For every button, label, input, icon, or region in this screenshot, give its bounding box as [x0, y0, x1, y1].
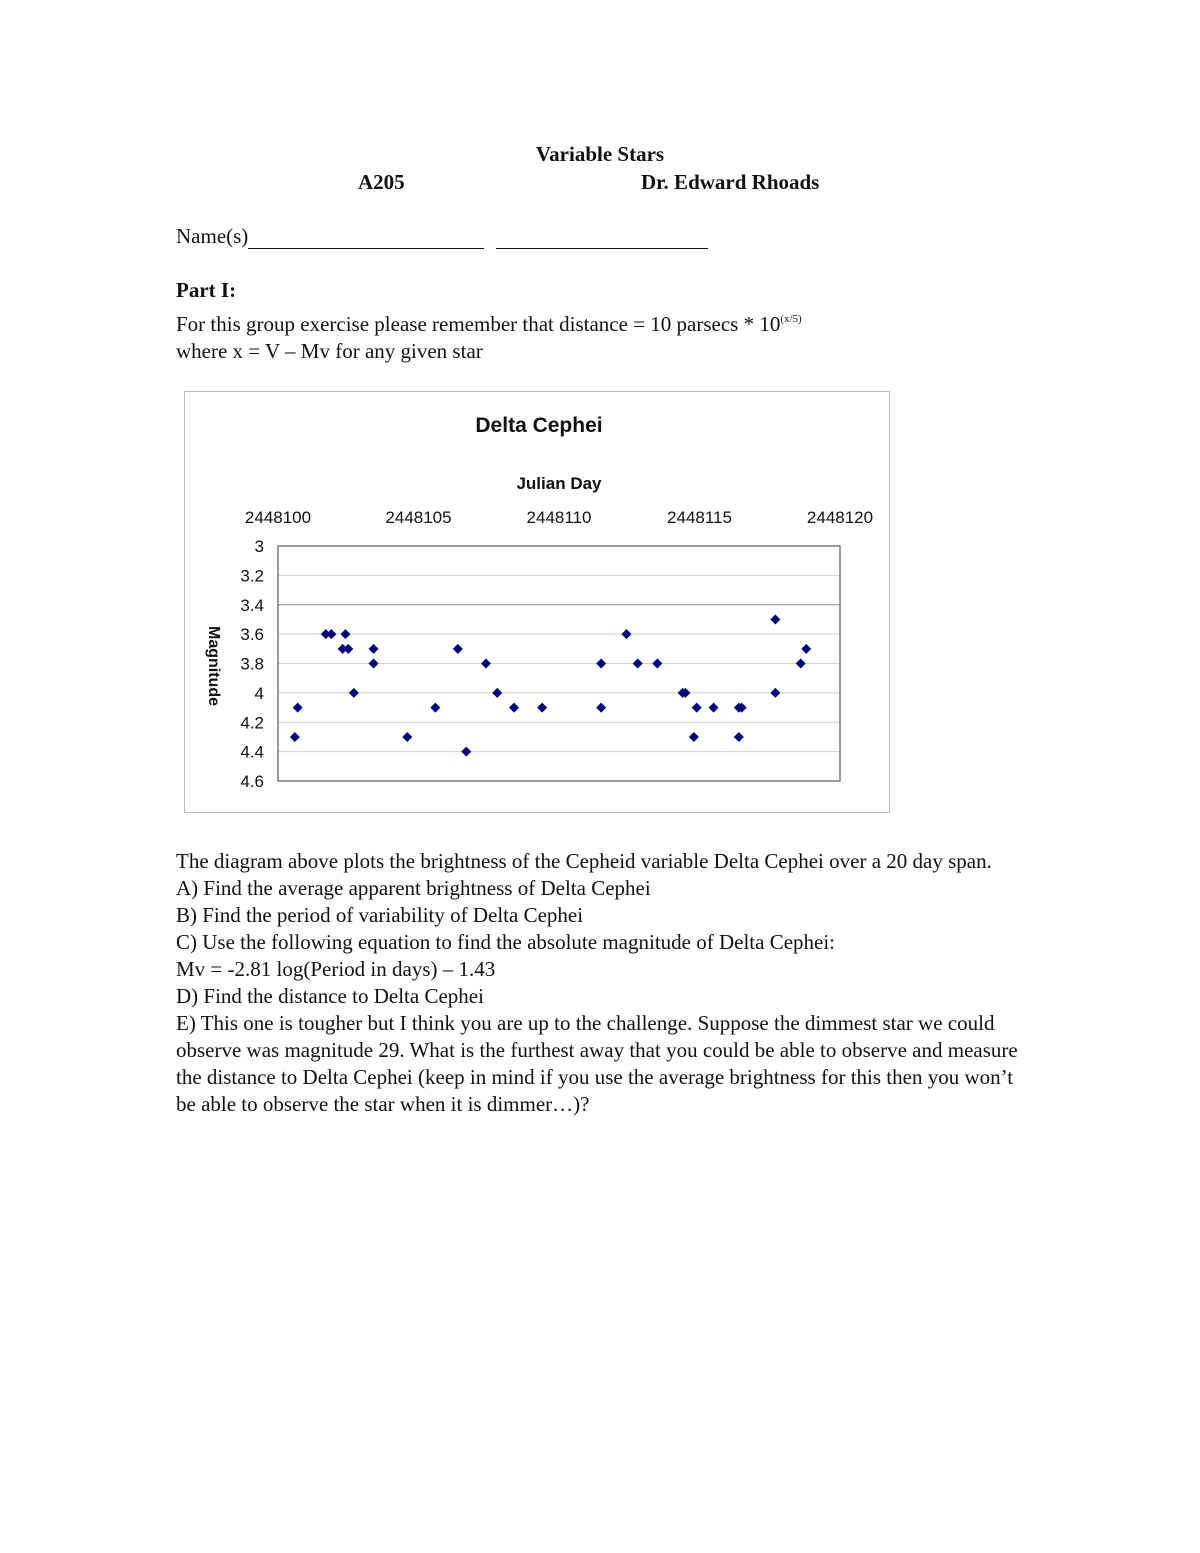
name-field-row — [176, 224, 708, 249]
data-point-marker — [369, 644, 379, 654]
data-point-marker — [343, 644, 353, 654]
data-point-marker — [801, 644, 811, 654]
data-point-marker — [621, 629, 631, 639]
question-c: C) Use the following equation to find the absolute magnitude of Delta Cephei: — [176, 930, 836, 954]
name-blank-2[interactable] — [496, 228, 708, 249]
data-point-marker — [633, 659, 643, 669]
data-point-marker — [537, 703, 547, 713]
data-point-marker — [453, 644, 463, 654]
question-b: B) Find the period of variability of Delta Cephei — [176, 903, 584, 927]
y-tick-label: 3.4 — [240, 595, 264, 615]
data-point-marker — [709, 703, 719, 713]
data-point-marker — [796, 659, 806, 669]
distance-formula: For this group exercise please remember that distance = 10 parsecs * 10 — [176, 312, 781, 336]
name-blank-1[interactable] — [248, 228, 484, 249]
question-a: A) Find the average apparent brightness of Delta Cephei — [176, 876, 651, 900]
intro-text — [176, 306, 802, 365]
y-tick-label: 4.6 — [240, 772, 264, 791]
data-point-marker — [326, 629, 336, 639]
data-point-marker — [402, 732, 412, 742]
data-point-marker — [430, 703, 440, 713]
chart-container — [184, 391, 890, 813]
data-point-marker — [481, 659, 491, 669]
data-point-marker — [340, 629, 350, 639]
data-point-marker — [652, 659, 662, 669]
x-tick-label: 2448100 — [244, 508, 312, 527]
x-tick-label: 2448110 — [526, 508, 592, 527]
course-code: A205 — [358, 170, 405, 194]
data-point-marker — [596, 659, 606, 669]
questions-section — [176, 848, 1036, 1118]
data-point-marker — [492, 688, 502, 698]
y-tick-label: 3 — [254, 537, 264, 556]
chart-description: The diagram above plots the brightness of the Cepheid variable Delta Cephei over a 20 day span. — [176, 849, 992, 873]
data-point-marker — [770, 614, 780, 624]
data-point-marker — [770, 688, 780, 698]
y-tick-label: 4.4 — [240, 742, 264, 762]
x-tick-label: 2448105 — [385, 508, 452, 527]
y-tick-label: 3.6 — [240, 625, 264, 645]
part-heading: Part I: — [176, 278, 237, 302]
y-tick-label: 4.2 — [240, 713, 264, 733]
chart-title: Delta Cephei — [475, 414, 603, 437]
data-point-marker — [293, 703, 303, 713]
question-d: D) Find the distance to Delta Cephei — [176, 984, 484, 1008]
data-point-marker — [596, 703, 606, 713]
data-point-marker — [290, 732, 300, 742]
x-axis-label: Julian Day — [516, 474, 602, 493]
data-point-marker — [461, 747, 471, 757]
data-point-marker — [349, 688, 359, 698]
instructor-name: Dr. Edward Rhoads — [641, 170, 820, 194]
data-point-marker — [734, 732, 744, 742]
name-label: Name(s) — [176, 224, 249, 248]
question-e: E) This one is tougher but I think you are up to the challenge. Suppose the dimmest star we could observe was magnitude 29. What is the furthest away that you could be able to observe and measure the distance to Delta Cephei (keep in mind if you use the average brightness for this then you won’t be able to observe the star when it is dimmer…)? — [176, 1011, 1018, 1116]
y-tick-label: 4 — [254, 683, 264, 703]
magnitude-equation: Mv = -2.81 log(Period in days) – 1.43 — [176, 957, 496, 981]
intro-line-1 — [176, 306, 802, 338]
intro-line-2: where x = V – Mv for any given star — [176, 339, 483, 363]
formula-exponent: (x/5) — [780, 313, 802, 325]
x-tick-label: 2448120 — [806, 508, 874, 527]
y-axis-label: Magnitude — [205, 626, 222, 706]
data-point-marker — [689, 732, 699, 742]
x-tick-label: 2448115 — [667, 508, 732, 527]
y-tick-label: 3.8 — [240, 654, 264, 674]
y-tick-label: 3.2 — [240, 566, 264, 586]
data-point-marker — [509, 703, 519, 713]
data-point-marker — [369, 659, 379, 669]
delta-cephei-chart — [185, 392, 891, 814]
data-point-marker — [692, 703, 702, 713]
page-title: Variable Stars — [535, 142, 665, 166]
